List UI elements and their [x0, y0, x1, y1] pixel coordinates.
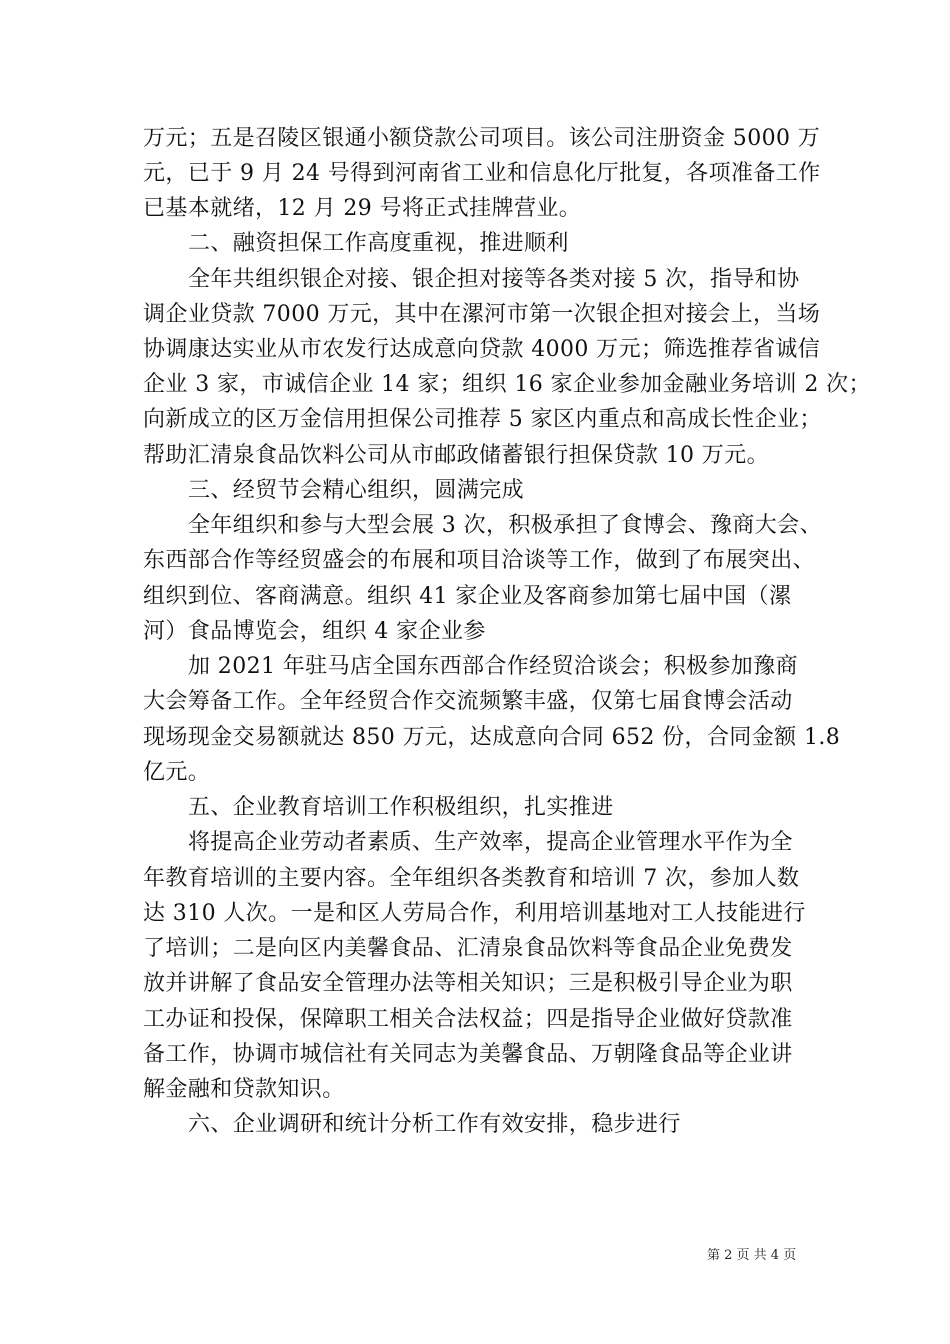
paragraph-line: 调企业贷款 7000 万元，其中在漯河市第一次银企担对接会上，当场 [143, 302, 821, 327]
paragraph-line: 组织到位、客商满意。组织 41 家企业及客商参加第七届中国（漯 [143, 584, 792, 609]
paragraph-line: 工办证和投保，保障职工相关合法权益；四是指导企业做好贷款准 [143, 1007, 793, 1032]
page-number-footer: 第 2 页 共 4 页 [707, 1248, 797, 1263]
paragraph-line: 了培训；二是向区内美馨食品、汇清泉食品饮料等食品企业免费发 [143, 936, 793, 961]
paragraph-line: 协调康达实业从市农发行达成意向贷款 4000 万元；筛选推荐省诚信 [143, 337, 821, 362]
paragraph-line: 向新成立的区万金信用担保公司推荐 5 家区内重点和高成长性企业； [143, 407, 822, 432]
paragraph-line: 全年共组织银企对接、银企担对接等各类对接 5 次，指导和协 [188, 267, 800, 292]
section-heading: 三、经贸节会精心组织，圆满完成 [188, 478, 525, 503]
paragraph-line: 加 2021 年驻马店全国东西部合作经贸洽谈会；积极参加豫商 [188, 654, 798, 679]
section-heading: 六、企业调研和统计分析工作有效安排，稳步进行 [188, 1112, 681, 1137]
paragraph-line: 帮助汇清泉食品饮料公司从市邮政储蓄银行担保贷款 10 万元。 [143, 443, 769, 468]
paragraph-line: 年教育培训的主要内容。全年组织各类教育和培训 7 次，参加人数 [143, 866, 800, 891]
paragraph-line: 东西部合作等经贸盛会的布展和项目洽谈等工作，做到了布展突出、 [143, 548, 816, 573]
paragraph-line: 企业 3 家，市诚信企业 14 家；组织 16 家企业参加金融业务培训 2 次； [143, 372, 871, 397]
paragraph-line: 大会筹备工作。全年经贸合作交流频繁丰盛，仅第七届食博会活动 [143, 689, 793, 714]
paragraph-line: 河）食品博览会，组织 4 家企业参 [143, 619, 486, 644]
paragraph-line: 放并讲解了食品安全管理办法等相关知识；三是积极引导企业为职 [143, 971, 793, 996]
section-heading: 二、融资担保工作高度重视，推进顺利 [188, 231, 569, 256]
paragraph-line: 解金融和贷款知识。 [143, 1077, 345, 1102]
paragraph-line: 将提高企业劳动者素质、生产效率，提高企业管理水平作为全 [188, 830, 793, 855]
paragraph-line: 万元；五是召陵区银通小额贷款公司项目。该公司注册资金 5000 万 [143, 126, 821, 151]
paragraph-line: 达 310 人次。一是和区人劳局合作，利用培训基地对工人技能进行 [143, 901, 806, 926]
paragraph-line: 备工作，协调市城信社有关同志为美馨食品、万朝隆食品等企业讲 [143, 1042, 793, 1067]
paragraph-line: 亿元。 [143, 760, 211, 785]
paragraph-line: 已基本就绪，12 月 29 号将正式挂牌营业。 [143, 196, 582, 221]
paragraph-line: 元，已于 9 月 24 号得到河南省工业和信息化厅批复，各项准备工作 [143, 161, 821, 186]
section-heading: 五、企业教育培训工作积极组织，扎实推进 [188, 795, 614, 820]
paragraph-line: 现场现金交易额就达 850 万元，达成意向合同 652 份，合同金额 1.8 [143, 725, 841, 750]
paragraph-line: 全年组织和参与大型会展 3 次，积极承担了食博会、豫商大会、 [188, 513, 822, 538]
